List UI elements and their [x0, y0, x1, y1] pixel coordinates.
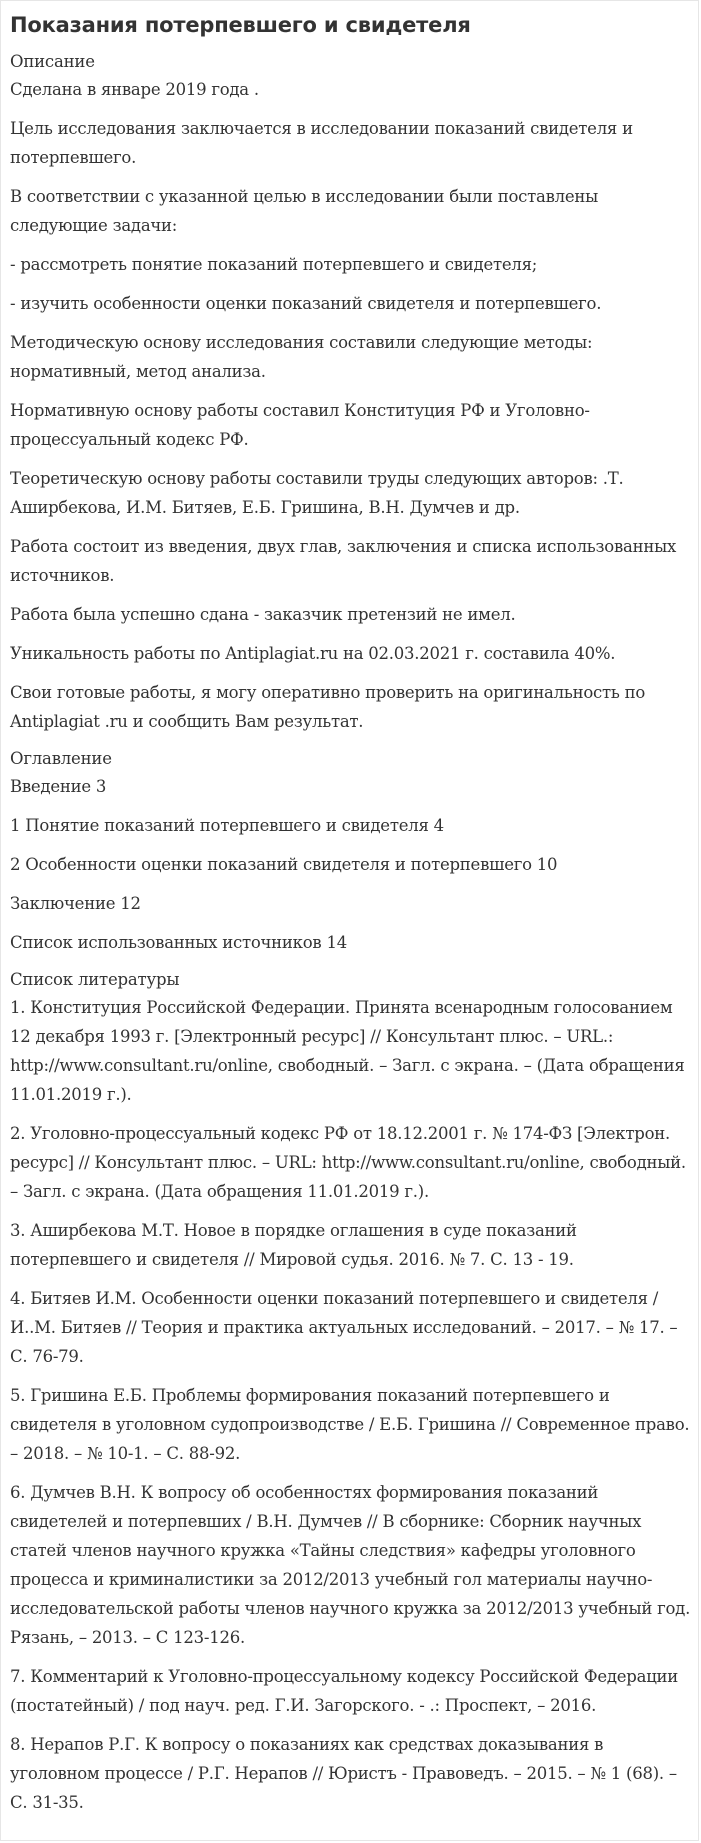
- description-paragraph: Работа состоит из введения, двух глав, заключения и списка использованных источников.: [10, 537, 677, 585]
- table-of-contents: [10, 746, 691, 957]
- description-paragraph: Нормативную основу работы составил Конституция РФ и Уголовно-процессуальный кодекс РФ.: [10, 401, 590, 449]
- reference-item: 8. Нерапов Р.Г. К вопросу о показаниях как средствах доказывания в уголовном процессе / Р.Г. Нерапов // Юристъ - Правоведъ. – 2015. – № 1 (68). – С. 31-35.: [10, 1735, 677, 1812]
- reference-item: 3. Аширбекова М.Т. Новое в порядке оглашения в суде показаний потерпевшего и свидетеля // Мировой судья. 2016. № 7. С. 13 - 19.: [10, 1221, 577, 1269]
- description-paragraph: В соответствии с указанной целью в исследовании были поставлены следующие задачи:: [10, 187, 599, 235]
- reference-item: 4. Битяев И.М. Особенности оценки показаний потерпевшего и свидетеля / И..М. Битяев // Теория и практика актуальных исследований. – 2017. – № 17. – С. 76-79.: [10, 1289, 678, 1366]
- description-section: [10, 49, 691, 736]
- description-paragraph: Работа была успешно сдана - заказчик претензий не имел.: [10, 605, 516, 624]
- toc-item: Список использованных источников 14: [10, 933, 347, 952]
- toc-label: Оглавление: [10, 749, 112, 768]
- reference-item: 7. Комментарий к Уголовно-процессуальному кодексу Российской Федерации (постатейный) / под науч. ред. Г.И. Загорского. - .: Проспект, – 2016.: [10, 1667, 679, 1715]
- description-paragraph: - рассмотреть понятие показаний потерпевшего и свидетеля;: [10, 255, 538, 274]
- reference-item: 1. Конституция Российской Федерации. Принята всенародным голосованием 12 декабря 1993 г. [Электронный ресурс] // Консультант плюс. – URL.: http://www.consultant.ru/online, свободный. – Загл. с экрана. – (Дата обращения 11.01.2019 г.).: [10, 998, 685, 1104]
- reference-item: 2. Уголовно-процессуальный кодекс РФ от 18.12.2001 г. № 174-ФЗ [Электрон. ресурс] // Консультант плюс. – URL: http://www.consultant.ru/online, свободный. – Загл. с экрана. (Дата обращения 11.01.2019 г.).: [10, 1124, 686, 1201]
- document-content: [1, 1, 700, 1817]
- references-section: [10, 967, 691, 1817]
- description-paragraph: Методическую основу исследования составили следующие методы: нормативный, метод анализа.: [10, 333, 593, 381]
- description-paragraph: - изучить особенности оценки показаний свидетеля и потерпевшего.: [10, 294, 602, 313]
- toc-item: Заключение 12: [10, 894, 141, 913]
- reference-item: 5. Гришина Е.Б. Проблемы формирования показаний потерпевшего и свидетеля в уголовном судопроизводстве / Е.Б. Гришина // Современное право. – 2018. – № 10-1. – С. 88-92.: [10, 1386, 690, 1463]
- references-label: Список литературы: [10, 970, 180, 989]
- description-paragraph: Теоретическую основу работы составили труды следующих авторов: .Т. Аширбекова, И.М. Битяев, Е.Б. Гришина, В.Н. Думчев и др.: [10, 469, 624, 517]
- reference-item: 6. Думчев В.Н. К вопросу об особенностях формирования показаний свидетелей и потерпевших / В.Н. Думчев // В сборнике: Сборник научных статей членов научного кружка «Тайны следствия» кафедры уголовного процесса и криминалистики за 2012/2013 учебный гол материалы научно-исследовательской работы членов научного кружка за 2012/2013 учебный год. Рязань, – 2013. – С 123-126.: [10, 1483, 691, 1647]
- description-paragraph: Свои готовые работы, я могу оперативно проверить на оригинальность по Antiplagiat .ru и сообщить Вам результат.: [10, 683, 646, 731]
- toc-item: 2 Особенности оценки показаний свидетеля и потерпевшего 10: [10, 855, 558, 874]
- description-paragraph: Цель исследования заключается в исследовании показаний свидетеля и потерпевшего.: [10, 119, 633, 167]
- page-title: Показания потерпевшего и свидетеля: [10, 13, 471, 37]
- description-label: Описание: [10, 52, 95, 71]
- toc-item: Введение 3: [10, 777, 107, 796]
- toc-item: 1 Понятие показаний потерпевшего и свидетеля 4: [10, 816, 444, 835]
- description-paragraph: Сделана в январе 2019 года .: [10, 80, 259, 99]
- description-paragraph: Уникальность работы по Antiplagiat.ru на 02.03.2021 г. составила 40%.: [10, 644, 616, 663]
